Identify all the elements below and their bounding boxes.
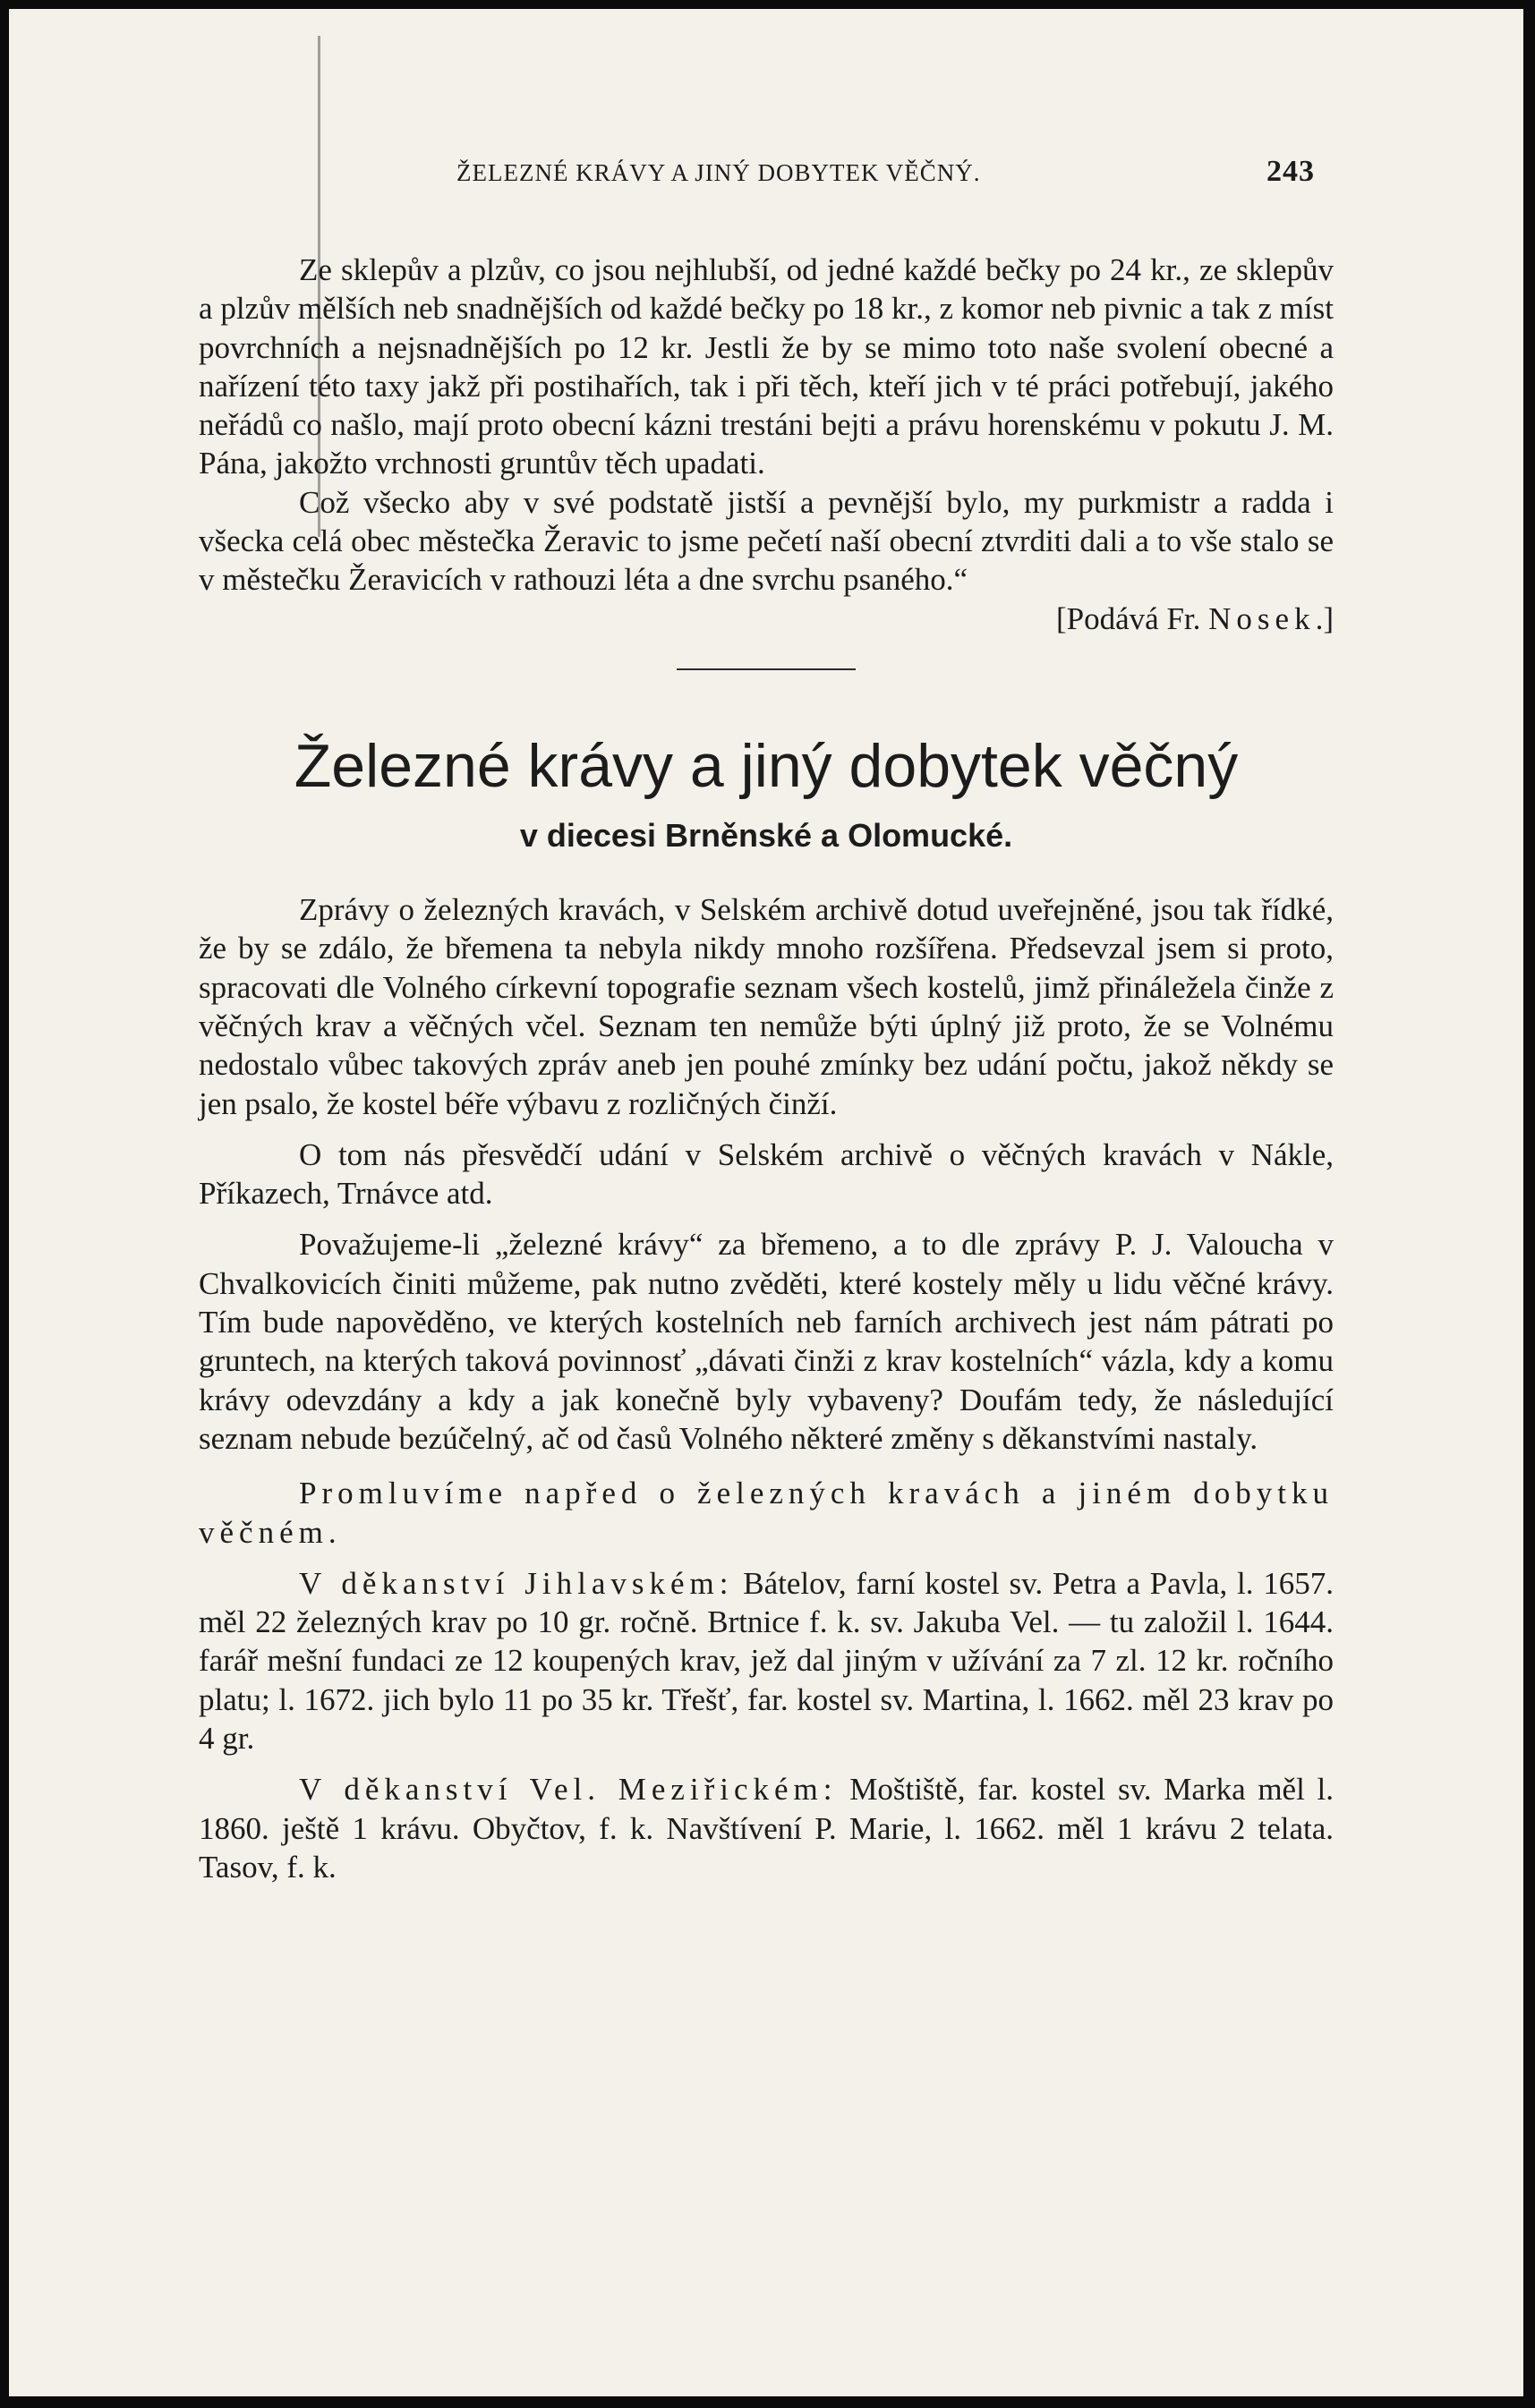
attribution-suffix: .] [1315, 600, 1334, 636]
section-divider [677, 668, 856, 670]
attribution-prefix: [Podává Fr. [1056, 600, 1201, 636]
paragraph: O tom nás přesvědčí udání v Selském archivě o věčných kravách v Nákle, Příkazech, Trnávce atd. [199, 1136, 1334, 1212]
paragraph: Považujeme-li „železné krávy“ za břemeno, a to dle zprávy P. J. Valoucha v Chvalkovicích činiti můžeme, pak nutno zvěděti, které kostely měly u lidu věčné krávy. Tím bude napověděno, ve kterých kostelních neb farních archivech jest nám pátrati po gruntech, na kterých taková povinnosť „dávati činži z krav kostelních“ vázla, kdy a komu krávy odevzdány a kdy a jak konečně byly vybaveny? Doufám tedy, že následující seznam nebude bezúčelný, ač od časů Volného některé změny s děkanstvími nastaly. [199, 1227, 1334, 1456]
text-block [199, 251, 1334, 1886]
running-title: ŽELEZNÉ KRÁVY A JINÝ DOBYTEK VĚČNÝ. [456, 159, 981, 186]
paragraph: Zprávy o železných kravách, v Selském archivě dotud uveřejněné, jsou tak řídké, že by se zdálo, že břemena ta nebyla nikdy mnoho rozšířena. Předsevzal jsem si proto, spracovati dle Volného církevní topografie seznam všech kostelů, jimž přináležela činže z věčných krav a věčných včel. Seznam ten nemůže býti úplný již proto, že se Volnému nedostalo vůbec takových zpráv aneb jen pouhé zmínky bez udání počtu, jakož někdy se jen psalo, že kostel béře výbavu z rozličných činží. [199, 892, 1334, 1121]
deanery-heading: V děkanství Vel. Meziřickém: [299, 1772, 838, 1808]
paragraph [199, 1770, 1334, 1886]
paragraph: Což všecko aby v své podstatě jistší a pevnější bylo, my purkmistr a radda i všecka celá obec městečka Žeravic to jsme pečetí naší obecní ztvrditi dali a to vše stalo se v městečku Žeravicích v rathouzi léta a dne svrchu psaného.“ [199, 484, 1334, 598]
paragraph [199, 1564, 1334, 1757]
paragraph: Promluvíme napřed o železných kravách a jiném dobytku věčném. [199, 1476, 1334, 1550]
document-page [9, 9, 1523, 2396]
paragraph-text: Moštiště, far. kostel sv. Marka měl l. 1860. ještě 1 krávu. Obyčtov, f. k. Navštívení P. Marie, l. 1662. měl 1 krávu 2 telata. Tasov, f. k. [199, 1772, 1334, 1885]
running-header [9, 150, 1523, 195]
attribution-name: Nosek [1208, 600, 1316, 636]
paragraph-text: Bátelov, farní kostel sv. Petra a Pavla, l. 1657. měl 22 železných krav po 10 gr. ročně. Brtnice f. k. sv. Jakuba Vel. — tu založil l. 1644. farář mešní fundaci ze 12 koupených krav, jež dal jiným v užívání za 7 zl. 12 kr. ročního platu; l. 1672. jich bylo 11 po 35 kr. Třešť, far. kostel sv. Martina, l. 1662. měl 23 krav po 4 gr. [199, 1565, 1334, 1756]
paragraph: Ze sklepův a plzův, co jsou nejhlubší, od jedné každé bečky po 24 kr., ze sklepův a plzův mělších neb snadnějších od každé bečky po 18 kr., z komor neb pivnic a tak z míst povrchních a nejsnadnějších po 12 kr. Jestli že by se mimo toto naše svolení obecné a nařízení této taxy jakž při postihařích, tak i při těch, kteří jich v té práci potřebují, jakého neřádů co našlo, mají proto obecní kázni trestáni bejti a právu horenskému v pokutu J. M. Pána, jakožto vrchnosti gruntův těch upadati. [199, 252, 1334, 481]
page-number: 243 [1266, 155, 1315, 188]
attribution [199, 600, 1334, 638]
article-title: Železné krávy a jiný dobytek věčný [294, 731, 1239, 800]
deanery-heading: V děkanství Jihlavském: [299, 1565, 734, 1601]
article-subtitle: v diecesi Brněnské a Olomucké. [519, 816, 1013, 854]
